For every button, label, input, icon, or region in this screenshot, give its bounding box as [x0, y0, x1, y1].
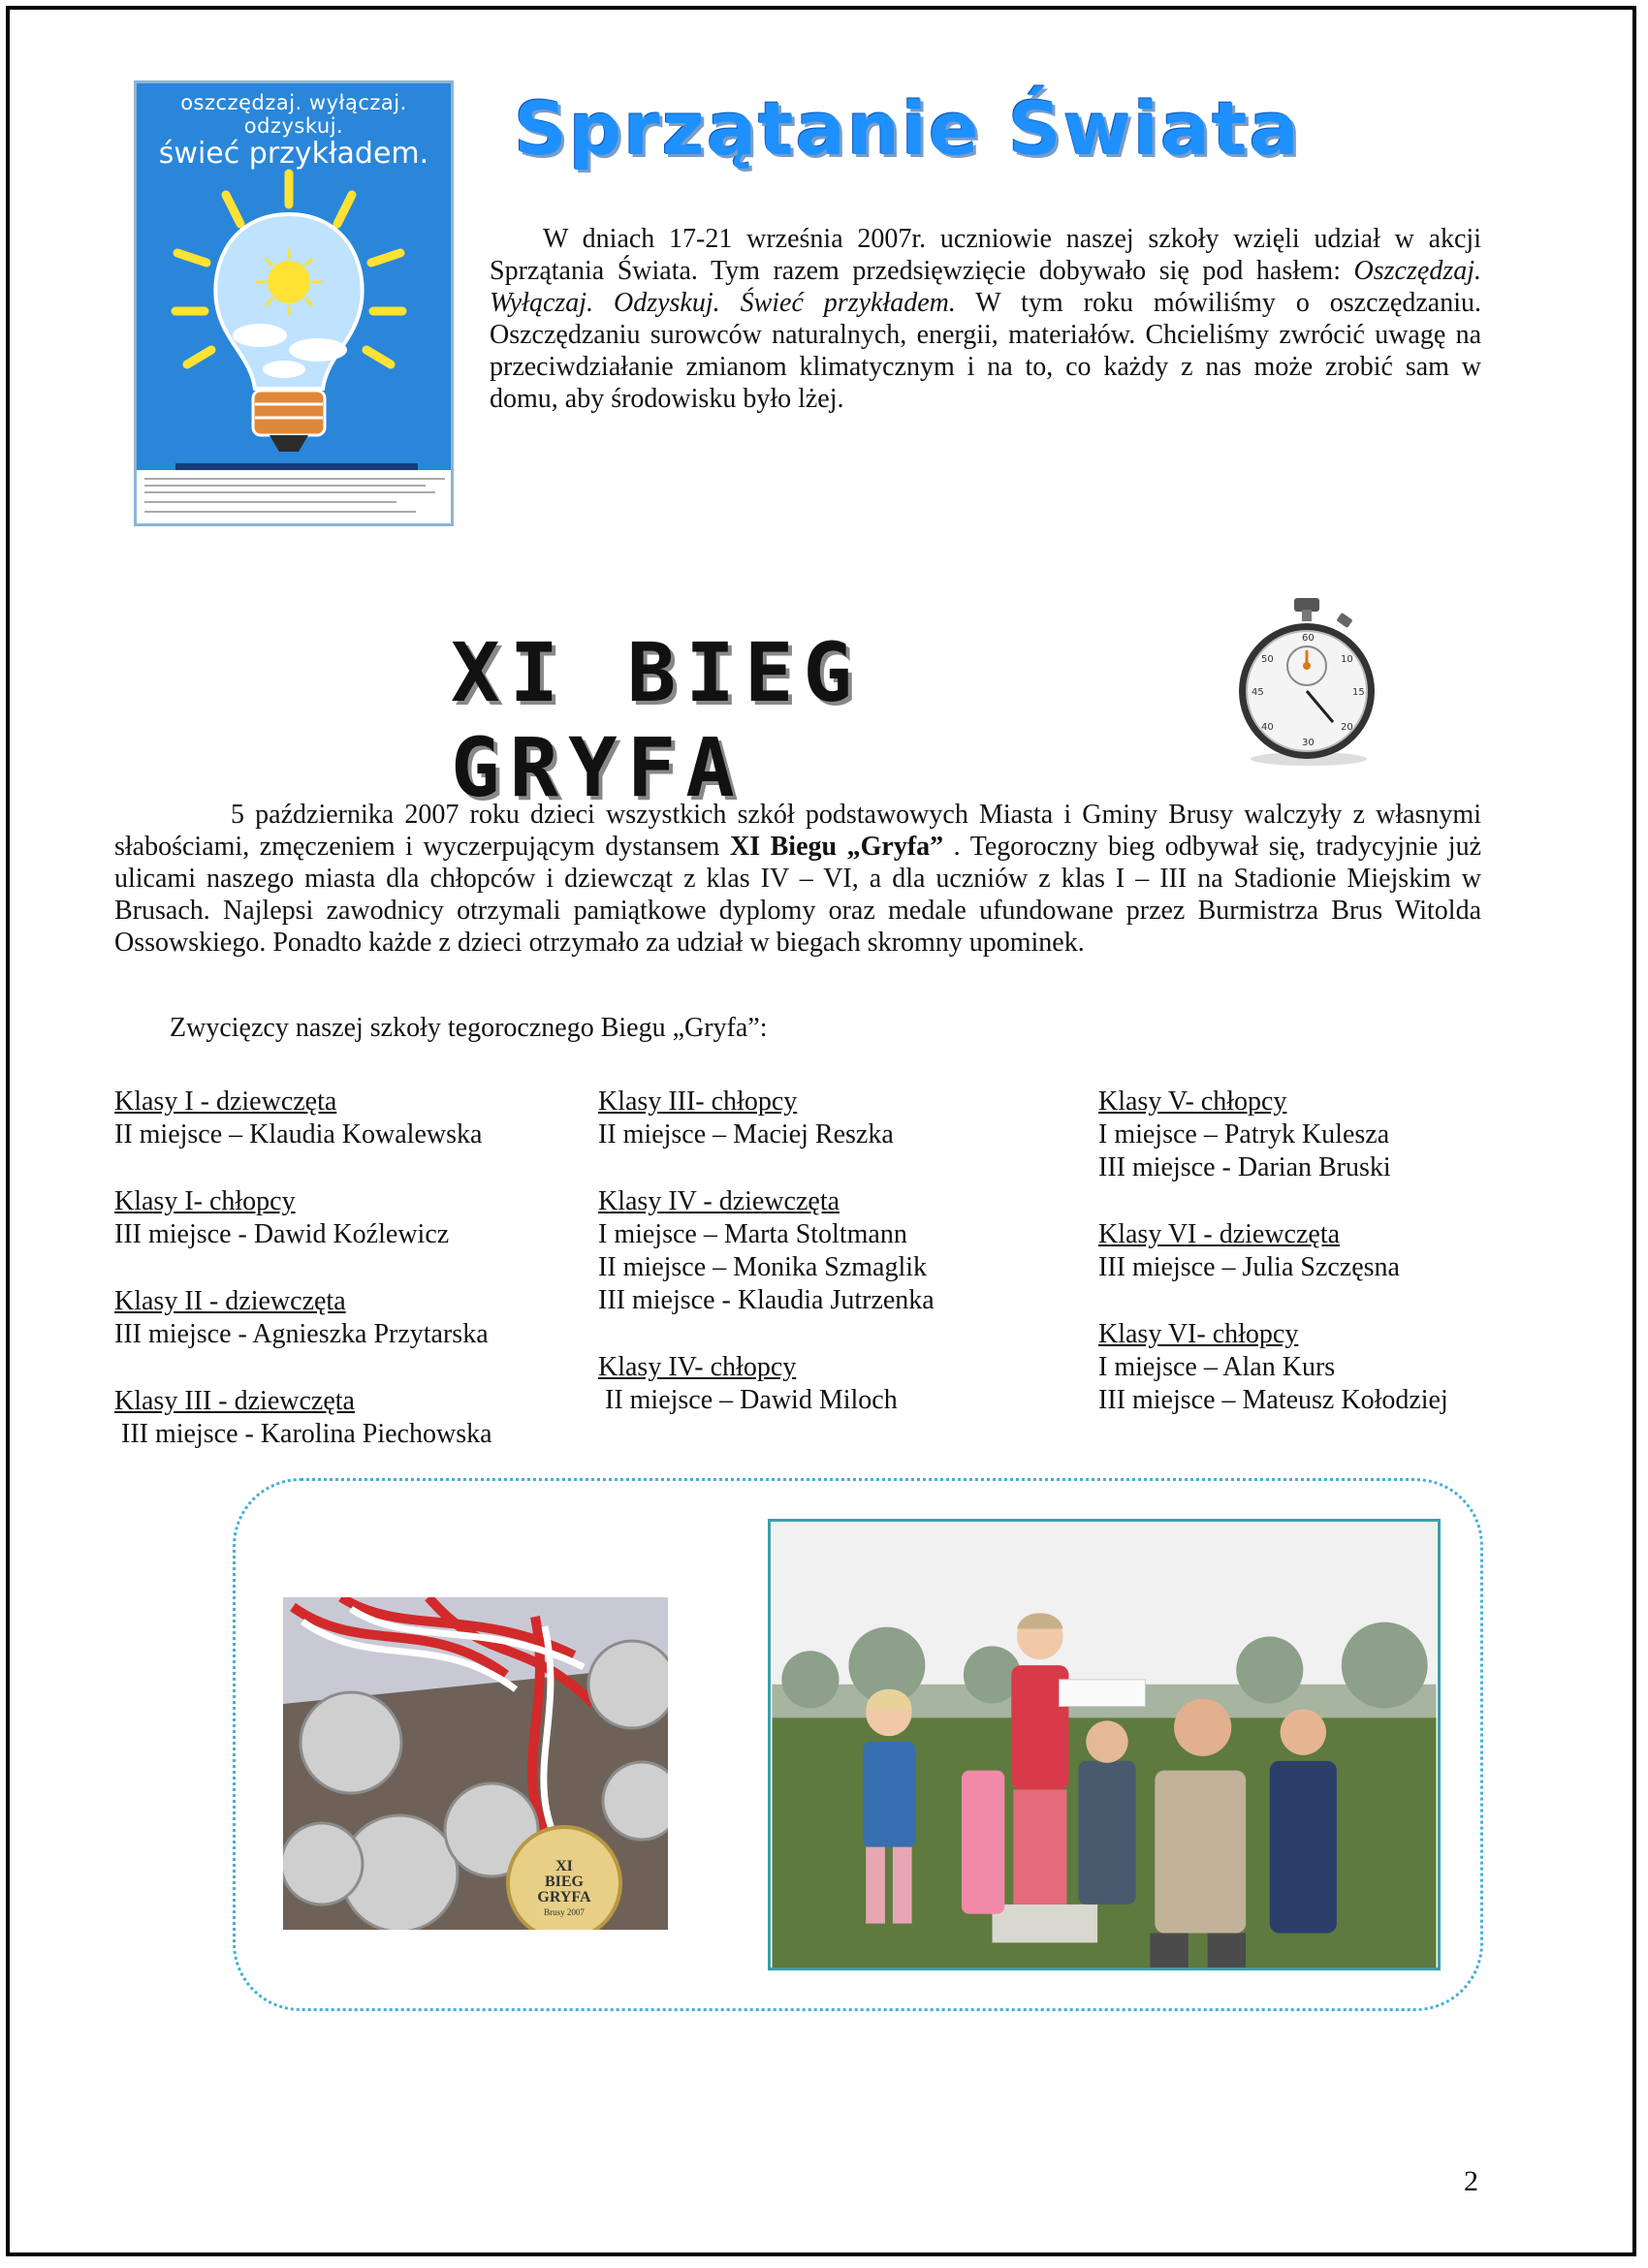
result-line: III miejsce - Agnieszka Przytarska [114, 1319, 489, 1349]
result-group [598, 1086, 935, 1151]
result-line: I miejsce – Patryk Kulesza [1098, 1119, 1390, 1150]
svg-text:10: 10 [1341, 654, 1353, 665]
result-group [1098, 1218, 1448, 1284]
medal-text-line2: BIEG [544, 1874, 585, 1890]
result-group [1098, 1318, 1448, 1417]
result-line: III miejsce - Karolina Piechowska [114, 1419, 492, 1449]
result-group [1098, 1086, 1448, 1184]
result-category: Klasy VI- chłopcy [1098, 1319, 1299, 1349]
svg-text:30: 30 [1302, 738, 1315, 748]
result-category: Klasy III- chłopcy [598, 1087, 798, 1117]
result-line: I miejsce – Alan Kurs [1098, 1352, 1336, 1382]
lightbulb-icon [168, 166, 410, 461]
result-category: Klasy V- chłopcy [1098, 1087, 1287, 1117]
medal-text-line1: XI [555, 1858, 573, 1874]
stopwatch-icon [1226, 594, 1386, 767]
result-line: III miejsce – Julia Szczęsna [1098, 1252, 1400, 1282]
medals-photo [283, 1597, 668, 1930]
result-category: Klasy II - dziewczęta [114, 1286, 346, 1316]
motto-text: Oszczędzaj. Wyłączaj. Odzyskuj. Świeć przykładem. [490, 256, 1481, 318]
event-name: XI Biegu „Gryfa” [729, 832, 944, 862]
result-line: III miejsce - Darian Bruski [1098, 1152, 1391, 1182]
result-line: III miejsce – Mateusz Kołodziej [1098, 1385, 1448, 1415]
medal-text-line4: Brusy 2007 [544, 1907, 585, 1917]
result-group [114, 1385, 492, 1451]
section-title-sprzatanie: Sprzątanie Świata [514, 85, 1301, 172]
svg-text:40: 40 [1261, 722, 1274, 733]
result-line: I miejsce – Marta Stoltmann [598, 1219, 907, 1249]
result-category: Klasy VI - dziewczęta [1098, 1219, 1341, 1249]
paragraph-bieg-a: 5 października 2007 roku dzieci wszystkich szkół podstawowych Miasta i Gminy Brusy walczyły z własnymi słabościami, zmęczeniem i wyczerpującym dystansem [114, 800, 1481, 862]
svg-text:60: 60 [1302, 633, 1315, 644]
result-category: Klasy I- chłopcy [114, 1186, 296, 1216]
result-line: II miejsce – Dawid Miloch [598, 1385, 898, 1415]
poster-slogan [137, 91, 451, 172]
poster-slogan-line2: świeć przykładem. [158, 137, 429, 172]
result-line: III miejsce - Dawid Koźlewicz [114, 1219, 450, 1249]
result-category: Klasy IV - dziewczęta [598, 1186, 840, 1216]
paragraph-bieg-b: . Tegoroczny bieg odbywał się, tradycyjnie już ulicami naszego miasta dla chłopców i dziewcząt z klas IV – VI, a dla uczniów z klas I – III na Stadionie Miejskim w Brusach. Najlepsi zawodnicy otrzymali pamiątkowe dyplomy oraz medale ufundowane przez Burmistrza Brus Witolda Ossowskiego. Ponadto każde z dzieci otrzymało za udział w biegach skromny upominek. [114, 832, 1482, 958]
result-group [598, 1185, 935, 1317]
result-group [114, 1285, 492, 1351]
results-column-2 [598, 1086, 935, 1451]
paragraph-sprzatanie-a: W dniach 17-21 września 2007r. uczniowie naszej szkoły wzięli udział w akcji Sprzątania Świata. Tym razem przedsięwzięcie dobywało się pod hasłem: [490, 224, 1481, 286]
result-group [114, 1086, 492, 1151]
poster-slogan-line1: oszczędzaj. wyłączaj. odzyskuj. [180, 91, 407, 139]
svg-text:15: 15 [1352, 687, 1365, 698]
result-group [598, 1351, 935, 1417]
page-number: 2 [1464, 2165, 1478, 2197]
result-category: Klasy I - dziewczęta [114, 1087, 337, 1117]
result-line: II miejsce – Maciej Reszka [598, 1119, 894, 1150]
svg-text:20: 20 [1341, 722, 1353, 733]
result-category: Klasy III - dziewczęta [114, 1386, 355, 1416]
results-column-1 [114, 1086, 492, 1485]
winners-heading: Zwycięzcy naszej szkoły tegorocznego Biegu „Gryfa”: [170, 1013, 768, 1043]
campaign-poster [134, 80, 454, 526]
paragraph-sprzatanie [490, 223, 1481, 415]
poster-footer [137, 470, 451, 523]
results-column-3 [1098, 1086, 1448, 1451]
paragraph-bieg-gryfa [114, 799, 1481, 959]
section-title-bieg-gryfa: XI BIEG GRYFA [451, 625, 863, 815]
paragraph-sprzatanie-b: W tym roku mówiliśmy o oszczędzaniu. Oszczędzaniu surowców naturalnych, energii, materiałów. Chcieliśmy zwrócić uwagę na przeciwdziałanie zmianom klimatycznym i na to, co każdy z nas może zrobić sam w domu, aby środowisku było lżej. [490, 288, 1481, 414]
result-line: II miejsce – Klaudia Kowalewska [114, 1119, 483, 1150]
result-category: Klasy IV- chłopcy [598, 1352, 797, 1382]
svg-text:50: 50 [1261, 654, 1274, 665]
result-group [114, 1185, 492, 1251]
svg-text:45: 45 [1252, 687, 1264, 698]
result-line: III miejsce - Klaudia Jutrzenka [598, 1285, 935, 1315]
result-line: II miejsce – Monika Szmaglik [598, 1252, 928, 1282]
award-ceremony-photo [768, 1519, 1441, 1970]
medal-text-line3: GRYFA [537, 1889, 591, 1906]
